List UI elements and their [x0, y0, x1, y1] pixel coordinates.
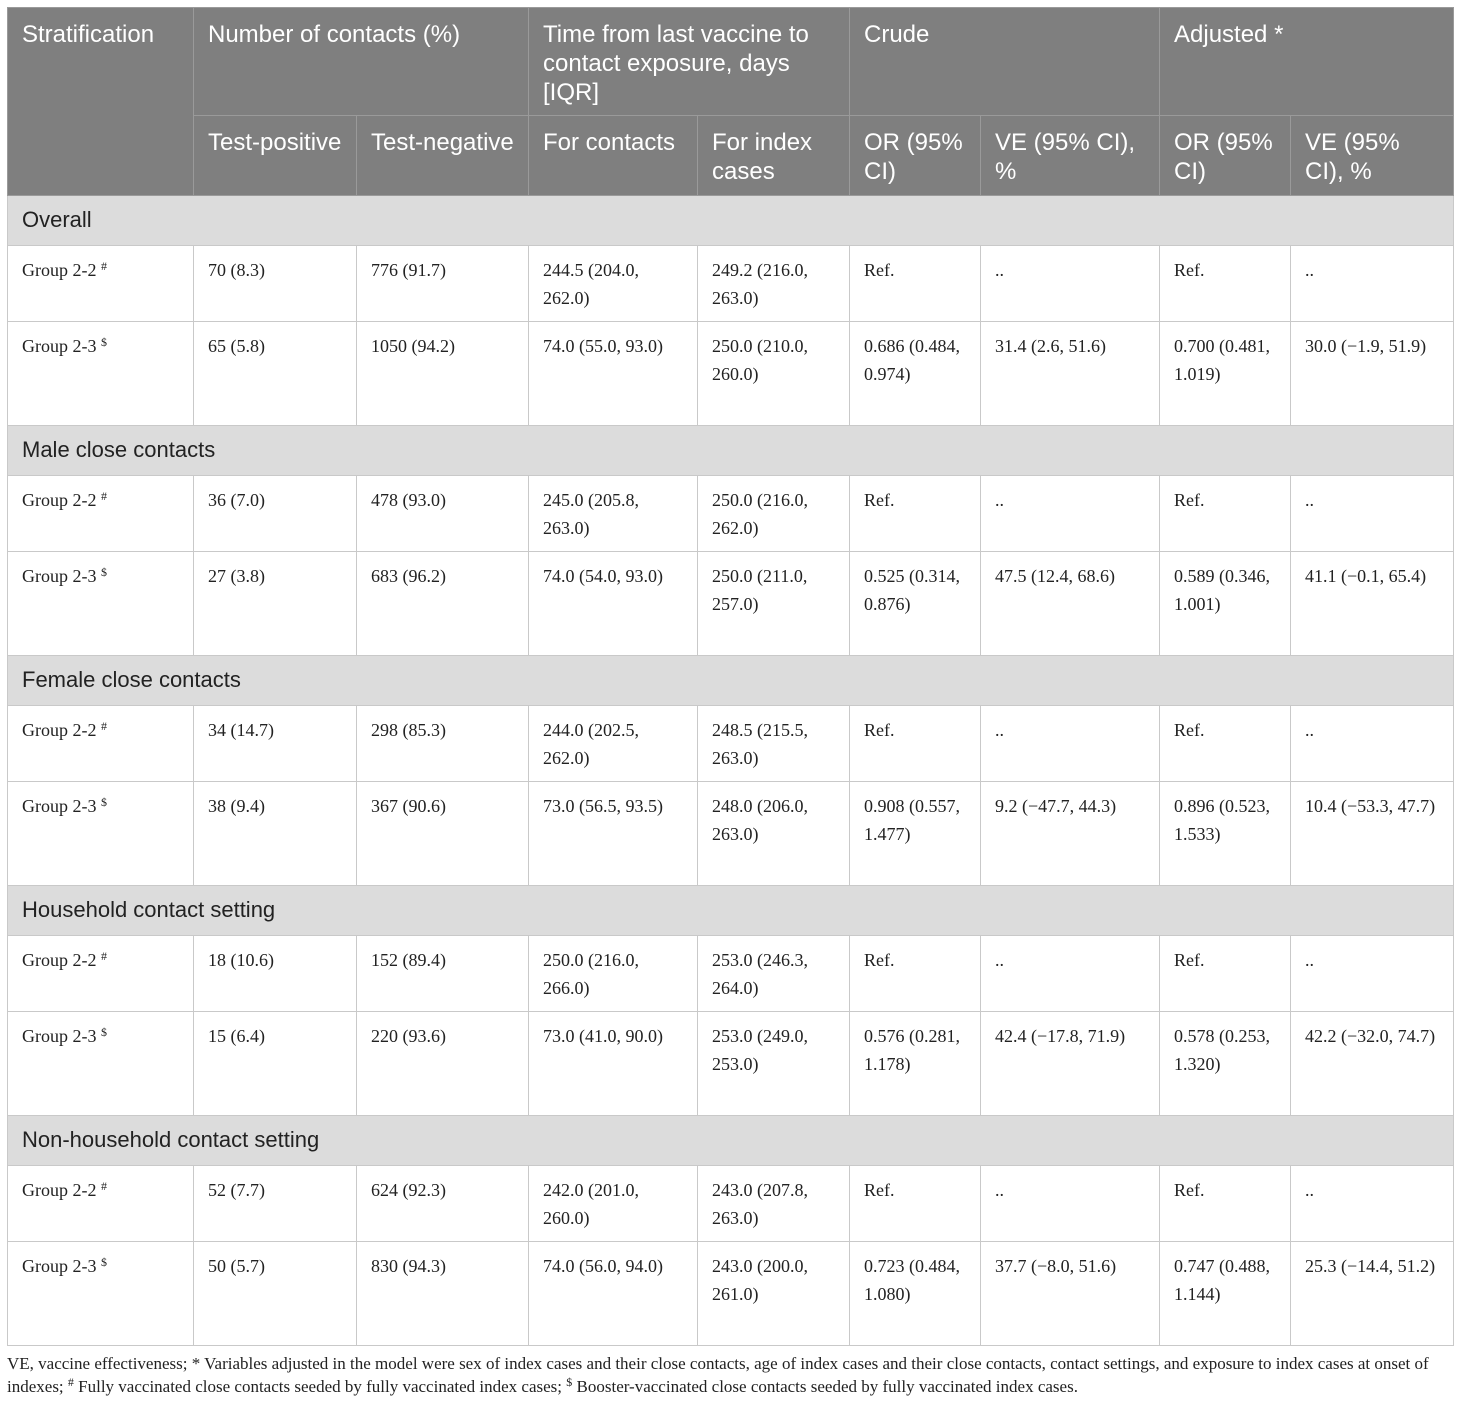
test-negative-cell: 830 (94.3)	[357, 1242, 529, 1346]
test-negative-cell: 776 (91.7)	[357, 246, 529, 322]
footnote-mark: #	[101, 949, 107, 963]
adjusted-or-cell: Ref.	[1160, 706, 1291, 782]
time-index-cell: 250.0 (216.0, 262.0)	[698, 476, 850, 552]
footnote-mark-dollar: $	[566, 1375, 573, 1389]
table-row	[8, 936, 1454, 1012]
test-positive-cell: 27 (3.8)	[194, 552, 357, 656]
adjusted-or-cell: 0.578 (0.253, 1.320)	[1160, 1012, 1291, 1116]
group-cell	[8, 936, 194, 1012]
time-index-cell: 249.2 (216.0, 263.0)	[698, 246, 850, 322]
test-positive-cell: 38 (9.4)	[194, 782, 357, 886]
group-label: Group 2-3	[22, 566, 97, 586]
group-cell	[8, 246, 194, 322]
time-index-cell: 253.0 (249.0, 253.0)	[698, 1012, 850, 1116]
adjusted-ve-cell: 30.0 (−1.9, 51.9)	[1291, 322, 1454, 426]
footnote-mark: #	[101, 489, 107, 503]
group-cell	[8, 1166, 194, 1242]
crude-or-cell: Ref.	[850, 1166, 981, 1242]
header-crude: Crude	[850, 8, 1160, 116]
time-contacts-cell: 73.0 (56.5, 93.5)	[529, 782, 698, 886]
table-row	[8, 246, 1454, 322]
crude-or-cell: 0.576 (0.281, 1.178)	[850, 1012, 981, 1116]
crude-ve-cell: 31.4 (2.6, 51.6)	[981, 322, 1160, 426]
time-contacts-cell: 74.0 (54.0, 93.0)	[529, 552, 698, 656]
footnote-mark: #	[101, 719, 107, 733]
crude-ve-cell: ..	[981, 936, 1160, 1012]
adjusted-ve-cell: ..	[1291, 706, 1454, 782]
time-contacts-cell: 74.0 (56.0, 94.0)	[529, 1242, 698, 1346]
table-header	[8, 8, 1454, 196]
adjusted-ve-cell: ..	[1291, 246, 1454, 322]
header-for-index-cases: For index cases	[698, 116, 850, 196]
table-row	[8, 1242, 1454, 1346]
adjusted-ve-cell: ..	[1291, 1166, 1454, 1242]
test-positive-cell: 18 (10.6)	[194, 936, 357, 1012]
test-positive-cell: 34 (14.7)	[194, 706, 357, 782]
section-title: Non-household contact setting	[8, 1116, 1454, 1166]
header-time-from-vaccine: Time from last vaccine to contact exposure, days [IQR]	[529, 8, 850, 116]
footnote-mark: #	[101, 1179, 107, 1193]
footnote-mark: $	[101, 795, 107, 809]
crude-ve-cell: ..	[981, 246, 1160, 322]
crude-ve-cell: ..	[981, 476, 1160, 552]
section-title: Household contact setting	[8, 886, 1454, 936]
table-row	[8, 476, 1454, 552]
time-index-cell: 248.0 (206.0, 263.0)	[698, 782, 850, 886]
time-contacts-cell: 245.0 (205.8, 263.0)	[529, 476, 698, 552]
header-test-negative: Test-negative	[357, 116, 529, 196]
adjusted-ve-cell: 41.1 (−0.1, 65.4)	[1291, 552, 1454, 656]
footnote-mark: $	[101, 1025, 107, 1039]
results-table	[7, 7, 1454, 1346]
time-index-cell: 250.0 (210.0, 260.0)	[698, 322, 850, 426]
crude-or-cell: 0.908 (0.557, 1.477)	[850, 782, 981, 886]
crude-or-cell: Ref.	[850, 936, 981, 1012]
group-label: Group 2-3	[22, 1026, 97, 1046]
footnote-text-3: Booster-vaccinated close contacts seeded by fully vaccinated index cases.	[572, 1377, 1078, 1396]
table-body	[8, 196, 1454, 1346]
test-positive-cell: 15 (6.4)	[194, 1012, 357, 1116]
section-row	[8, 886, 1454, 936]
section-row	[8, 426, 1454, 476]
table-footnote	[7, 1352, 1453, 1398]
adjusted-or-cell: Ref.	[1160, 246, 1291, 322]
adjusted-or-cell: 0.896 (0.523, 1.533)	[1160, 782, 1291, 886]
table-row	[8, 1012, 1454, 1116]
test-negative-cell: 1050 (94.2)	[357, 322, 529, 426]
table-row	[8, 322, 1454, 426]
group-cell	[8, 322, 194, 426]
section-title: Overall	[8, 196, 1454, 246]
section-title: Male close contacts	[8, 426, 1454, 476]
adjusted-ve-cell: 10.4 (−53.3, 47.7)	[1291, 782, 1454, 886]
time-contacts-cell: 244.0 (202.5, 262.0)	[529, 706, 698, 782]
crude-ve-cell: 37.7 (−8.0, 51.6)	[981, 1242, 1160, 1346]
footnote-mark: $	[101, 335, 107, 349]
crude-or-cell: 0.686 (0.484, 0.974)	[850, 322, 981, 426]
test-negative-cell: 624 (92.3)	[357, 1166, 529, 1242]
header-adjusted: Adjusted *	[1160, 8, 1454, 116]
table-row	[8, 1166, 1454, 1242]
crude-ve-cell: 9.2 (−47.7, 44.3)	[981, 782, 1160, 886]
test-negative-cell: 220 (93.6)	[357, 1012, 529, 1116]
adjusted-or-cell: 0.747 (0.488, 1.144)	[1160, 1242, 1291, 1346]
header-adjusted-or: OR (95% CI)	[1160, 116, 1291, 196]
header-crude-ve: VE (95% CI), %	[981, 116, 1160, 196]
header-crude-or: OR (95% CI)	[850, 116, 981, 196]
footnote-mark-hash: #	[67, 1375, 74, 1389]
footnote-mark: #	[101, 259, 107, 273]
group-cell	[8, 552, 194, 656]
header-for-contacts: For contacts	[529, 116, 698, 196]
test-negative-cell: 152 (89.4)	[357, 936, 529, 1012]
section-row	[8, 656, 1454, 706]
footnote-text-2: Fully vaccinated close contacts seeded by fully vaccinated index cases;	[73, 1377, 567, 1396]
test-negative-cell: 367 (90.6)	[357, 782, 529, 886]
group-label: Group 2-2	[22, 720, 97, 740]
section-row	[8, 196, 1454, 246]
test-positive-cell: 50 (5.7)	[194, 1242, 357, 1346]
footnote-text-1: VE, vaccine effectiveness; * Variables adjusted in the model were sex of index cases and their close contacts, age of index cases and their close contacts, contact settings, and exposure to index cases at onset of indexes;	[7, 1354, 1429, 1396]
time-index-cell: 250.0 (211.0, 257.0)	[698, 552, 850, 656]
section-title: Female close contacts	[8, 656, 1454, 706]
group-cell	[8, 706, 194, 782]
adjusted-ve-cell: 42.2 (−32.0, 74.7)	[1291, 1012, 1454, 1116]
crude-or-cell: 0.525 (0.314, 0.876)	[850, 552, 981, 656]
crude-ve-cell: ..	[981, 1166, 1160, 1242]
group-label: Group 2-3	[22, 336, 97, 356]
adjusted-or-cell: 0.700 (0.481, 1.019)	[1160, 322, 1291, 426]
crude-ve-cell: ..	[981, 706, 1160, 782]
test-positive-cell: 65 (5.8)	[194, 322, 357, 426]
crude-or-cell: 0.723 (0.484, 1.080)	[850, 1242, 981, 1346]
table-row	[8, 782, 1454, 886]
test-negative-cell: 478 (93.0)	[357, 476, 529, 552]
adjusted-or-cell: Ref.	[1160, 476, 1291, 552]
group-label: Group 2-3	[22, 796, 97, 816]
group-label: Group 2-2	[22, 260, 97, 280]
group-label: Group 2-3	[22, 1256, 97, 1276]
time-index-cell: 253.0 (246.3, 264.0)	[698, 936, 850, 1012]
time-index-cell: 248.5 (215.5, 263.0)	[698, 706, 850, 782]
adjusted-ve-cell: 25.3 (−14.4, 51.2)	[1291, 1242, 1454, 1346]
footnote-mark: $	[101, 565, 107, 579]
time-contacts-cell: 250.0 (216.0, 266.0)	[529, 936, 698, 1012]
crude-or-cell: Ref.	[850, 246, 981, 322]
adjusted-ve-cell: ..	[1291, 476, 1454, 552]
header-test-positive: Test-positive	[194, 116, 357, 196]
adjusted-or-cell: Ref.	[1160, 936, 1291, 1012]
adjusted-ve-cell: ..	[1291, 936, 1454, 1012]
group-cell	[8, 476, 194, 552]
header-adjusted-ve: VE (95% CI), %	[1291, 116, 1454, 196]
adjusted-or-cell: 0.589 (0.346, 1.001)	[1160, 552, 1291, 656]
test-negative-cell: 683 (96.2)	[357, 552, 529, 656]
test-positive-cell: 52 (7.7)	[194, 1166, 357, 1242]
crude-ve-cell: 47.5 (12.4, 68.6)	[981, 552, 1160, 656]
group-cell	[8, 1012, 194, 1116]
crude-or-cell: Ref.	[850, 476, 981, 552]
table-row	[8, 706, 1454, 782]
footnote-mark: $	[101, 1255, 107, 1269]
test-negative-cell: 298 (85.3)	[357, 706, 529, 782]
time-contacts-cell: 244.5 (204.0, 262.0)	[529, 246, 698, 322]
group-label: Group 2-2	[22, 950, 97, 970]
table-row	[8, 552, 1454, 656]
group-cell	[8, 1242, 194, 1346]
time-index-cell: 243.0 (200.0, 261.0)	[698, 1242, 850, 1346]
group-cell	[8, 782, 194, 886]
group-label: Group 2-2	[22, 1180, 97, 1200]
header-stratification: Stratification	[8, 8, 194, 196]
test-positive-cell: 36 (7.0)	[194, 476, 357, 552]
section-row	[8, 1116, 1454, 1166]
time-index-cell: 243.0 (207.8, 263.0)	[698, 1166, 850, 1242]
adjusted-or-cell: Ref.	[1160, 1166, 1291, 1242]
time-contacts-cell: 74.0 (55.0, 93.0)	[529, 322, 698, 426]
header-number-of-contacts: Number of contacts (%)	[194, 8, 529, 116]
time-contacts-cell: 73.0 (41.0, 90.0)	[529, 1012, 698, 1116]
results-table-container	[7, 7, 1453, 1346]
time-contacts-cell: 242.0 (201.0, 260.0)	[529, 1166, 698, 1242]
group-label: Group 2-2	[22, 490, 97, 510]
crude-ve-cell: 42.4 (−17.8, 71.9)	[981, 1012, 1160, 1116]
test-positive-cell: 70 (8.3)	[194, 246, 357, 322]
crude-or-cell: Ref.	[850, 706, 981, 782]
